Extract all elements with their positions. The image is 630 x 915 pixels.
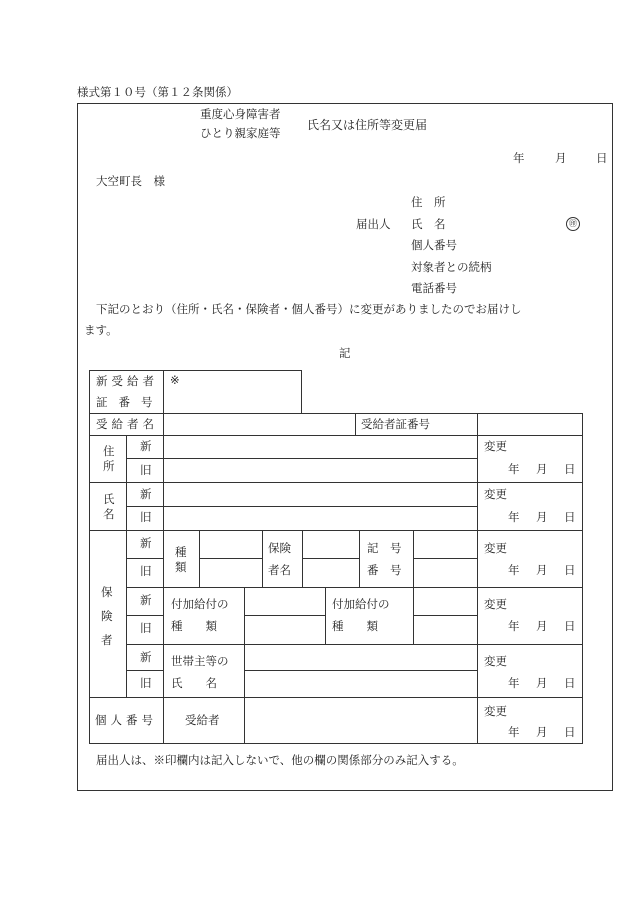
addressee: 大空町長 様 xyxy=(96,174,165,188)
date-year-label: 年 xyxy=(513,151,525,165)
new-recipient-no-label2: 証番号 xyxy=(96,395,164,409)
addon-kind-label1-b: 付加給付の xyxy=(332,597,390,611)
insurer-change-month: 月 xyxy=(536,563,548,577)
insurer-kind-label: 種類 xyxy=(175,545,187,574)
personal-no-change-month: 月 xyxy=(536,725,548,739)
applicant-personal-no-label: 個人番号 xyxy=(411,238,457,252)
personal-no-change-year: 年 xyxy=(508,725,520,739)
insurer-row2-new-label: 新 xyxy=(140,593,152,607)
addon-change-label: 変更 xyxy=(484,597,507,611)
body-text-line2: ます。 xyxy=(84,323,118,337)
personal-no-change-label: 変更 xyxy=(484,704,507,718)
insurer-row1-new-label: 新 xyxy=(140,536,152,550)
new-recipient-no-label1: 新受給者 xyxy=(96,374,158,388)
addon-kind-label1: 付加給付の xyxy=(171,597,229,611)
household-change-month: 月 xyxy=(536,676,548,690)
address-new-label: 新 xyxy=(140,439,152,453)
number-label: 番 号 xyxy=(367,563,402,577)
ki-heading: 記 xyxy=(339,346,351,360)
office-use-mark: ※ xyxy=(170,373,180,387)
form-id: 様式第１０号（第１２条関係） xyxy=(77,85,238,99)
title-line2: ひとり親家庭等 xyxy=(200,126,281,140)
recipient-cert-no-label: 受給者証番号 xyxy=(361,417,430,431)
insurer-change-day: 日 xyxy=(564,563,576,577)
insurer-name-label1: 保険 xyxy=(268,541,291,555)
household-head-label1: 世帯主等の xyxy=(171,654,229,668)
name-change-month: 月 xyxy=(536,510,548,524)
address-section-label: 住所 xyxy=(103,444,115,473)
insurer-change-year: 年 xyxy=(508,563,520,577)
body-text-line1: 下記のとおり（住所・氏名・保険者・個人番号）に変更がありましたのでお届けし xyxy=(96,302,522,316)
date-day-label: 日 xyxy=(596,151,608,165)
applicant-address-label: 住 所 xyxy=(411,195,446,209)
applicant-label: 届出人 xyxy=(356,217,391,231)
personal-no-label: 個人番号 xyxy=(95,713,157,727)
insurer-name-label2: 者名 xyxy=(268,563,291,577)
name-change-day: 日 xyxy=(564,510,576,524)
address-change-year: 年 xyxy=(508,462,520,476)
name-change-year: 年 xyxy=(508,510,520,524)
form-frame xyxy=(77,103,613,791)
household-head-label2: 氏 名 xyxy=(171,676,217,690)
title-line1: 重度心身障害者 xyxy=(200,107,281,121)
addon-change-year: 年 xyxy=(508,619,520,633)
footnote: 届出人は、※印欄内は記入しないで、他の欄の関係部分のみ記入する。 xyxy=(96,753,464,767)
insurer-row3-new-label: 新 xyxy=(140,650,152,664)
insurer-change-label: 変更 xyxy=(484,541,507,555)
insurer-row2-old-label: 旧 xyxy=(140,621,152,635)
symbol-label: 記 号 xyxy=(367,541,402,555)
household-change-year: 年 xyxy=(508,676,520,690)
applicant-name-label: 氏 名 xyxy=(411,217,446,231)
addon-change-month: 月 xyxy=(536,619,548,633)
name-new-label: 新 xyxy=(140,487,152,501)
date-month-label: 月 xyxy=(555,151,567,165)
address-change-month: 月 xyxy=(536,462,548,476)
address-old-label: 旧 xyxy=(140,463,152,477)
name-old-label: 旧 xyxy=(140,510,152,524)
recipient-label: 受給者 xyxy=(185,713,220,727)
addon-change-day: 日 xyxy=(564,619,576,633)
insurer-section-label: 保険者 xyxy=(101,585,113,647)
insurer-row1-old-label: 旧 xyxy=(140,564,152,578)
address-change-label: 変更 xyxy=(484,439,507,453)
personal-no-change-day: 日 xyxy=(564,725,576,739)
addon-kind-label2: 種 類 xyxy=(171,619,217,633)
household-change-label: 変更 xyxy=(484,654,507,668)
recipient-name-label: 受給者名 xyxy=(96,417,158,431)
name-section-label: 氏名 xyxy=(103,492,115,521)
seal-mark: ㊞ xyxy=(566,217,580,231)
applicant-phone-label: 電話番号 xyxy=(411,281,457,295)
form-title: 氏名又は住所等変更届 xyxy=(307,118,428,132)
name-change-label: 変更 xyxy=(484,487,507,501)
insurer-row3-old-label: 旧 xyxy=(140,676,152,690)
household-change-day: 日 xyxy=(564,676,576,690)
address-change-day: 日 xyxy=(564,462,576,476)
applicant-relation-label: 対象者との続柄 xyxy=(411,260,492,274)
addon-kind-label2-b: 種 類 xyxy=(332,619,378,633)
